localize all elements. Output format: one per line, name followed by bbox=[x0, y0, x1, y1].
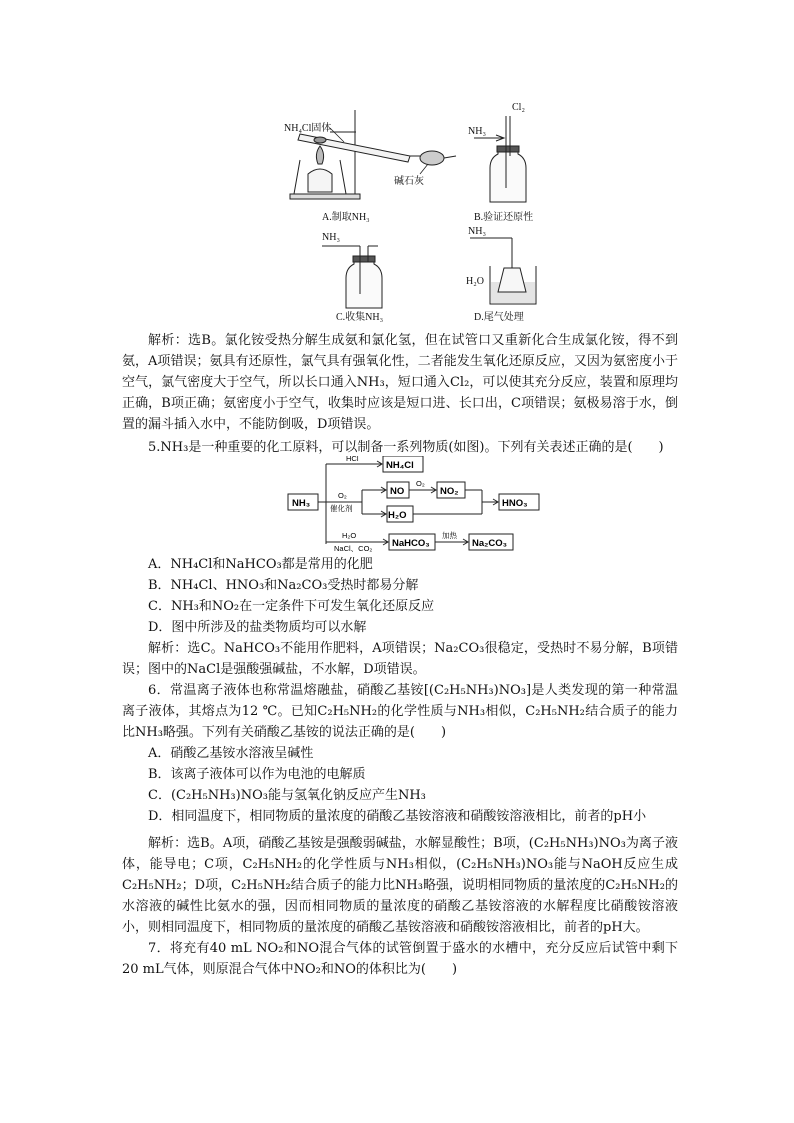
q5-option-c: C．NH₃和NO₂在一定条件下可发生氧化还原反应 bbox=[148, 599, 435, 614]
caption-b: B.验证还原性 bbox=[474, 212, 534, 223]
q6-option-c: C．(C₂H₅NH₃)NO₃能与氢氧化钠反应产生NH₃ bbox=[148, 788, 426, 803]
flow-no2: NO₂ bbox=[440, 486, 459, 497]
analysis-q4-block bbox=[122, 330, 678, 458]
caption-c: C.收集NH₃ bbox=[336, 312, 384, 323]
flow-na2co3: Na₂CO₃ bbox=[472, 538, 508, 549]
analysis-q4: 解析：选B。氯化铵受热分解生成氨和氯化氢，但在试管口又重新化合生成氯化铵，得不到氨，A项错误；氨具有还原性，氯气具有强氧化性，二者能发生氧化还原反应，又因为氨密度小于空气，氯气密度大于空气，所以长口通入NH₃，短口通入Cl₂，可以使其充分反应，装置和原理均正确，B项正确；氨密度小于空气，收集时应该是短口进、长口出，C项错误；氨极易溶于水，倒置的漏斗插入水中，不能防倒吸，D项错误。 bbox=[122, 333, 678, 432]
label-nh3-c: NH₃ bbox=[322, 232, 340, 243]
label-nh3-d: NH₃ bbox=[468, 226, 486, 237]
flow-nh4cl: NH₄Cl bbox=[386, 460, 414, 471]
flow-chart-svg bbox=[286, 456, 546, 552]
q6-option-a: A．硝酸乙基铵水溶液呈碱性 bbox=[148, 746, 314, 761]
caption-d: D.尾气处理 bbox=[474, 312, 524, 323]
question-6-stem: 6．常温离子液体也称常温熔融盐，硝酸乙基铵[(C₂H₅NH₃)NO₃]是人类发现的第一种常温离子液体，其熔点为12 ℃。已知C₂H₅NH₂的化学性质与NH₃相似，C₂H₅NH₂结合质子的能力比NH₃略强。下列有关硝酸乙基铵的说法正确的是( ) bbox=[122, 683, 678, 740]
q6-option-b: B．该离子液体可以作为电池的电解质 bbox=[148, 767, 366, 782]
question-5-stem: 5.NH₃是一种重要的化工原料，可以制备一系列物质(如图)。下列有关表述正确的是( ) bbox=[148, 440, 664, 455]
q5-option-a: A．NH₄Cl和NaHCO₃都是常用的化肥 bbox=[148, 557, 373, 572]
label-h2o: H₂O bbox=[466, 276, 484, 287]
flow-h2o-reagent: H₂O bbox=[342, 531, 357, 540]
apparatus-figure bbox=[260, 98, 560, 324]
flow-nacl-co2: NaCl、CO₂ bbox=[334, 544, 373, 552]
label-nh3-b: NH₃ bbox=[468, 126, 486, 137]
label-nh4cl-solid: NH₄Cl固体 bbox=[284, 123, 332, 134]
flow-o2-b: O₂ bbox=[416, 479, 425, 488]
flow-heat: 加热 bbox=[442, 531, 457, 540]
questions-block bbox=[122, 554, 678, 980]
q5-analysis: 解析：选C。NaHCO₃不能用作肥料，A项错误；Na₂CO₃很稳定，受热时不易分解，B项错误；图中的NaCl是强酸强碱盐，不水解，D项错误。 bbox=[122, 641, 678, 677]
label-soda-lime: 碱石灰 bbox=[394, 176, 424, 187]
q6-analysis: 解析：选B。A项，硝酸乙基铵是强酸弱碱盐，水解显酸性；B项，(C₂H₅NH₃)NO₃为离子液体，能导电；C项，C₂H₅NH₂的化学性质与NH₃相似，(C₂H₅NH₃)NO₃能与NaOH反应生成C₂H₅NH₂；D项，C₂H₅NH₂结合质子的能力比NH₃略强，说明相同物质的量浓度的C₂H₅NH₂的水溶液的碱性比氨水的强，因而相同物质的量浓度的硝酸乙基铵溶液的水解程度比硝酸铵溶液小，则相同温度下，相同物质的量浓度的硝酸乙基铵溶液和硝酸铵溶液相比，前者的pH大。 bbox=[122, 836, 678, 935]
flow-catalyst: 催化剂 bbox=[330, 504, 353, 513]
flow-hno3: HNO₃ bbox=[502, 498, 528, 509]
flow-h2o-product: H₂O bbox=[388, 510, 407, 521]
flow-nh3: NH₃ bbox=[292, 498, 311, 509]
apparatus-d bbox=[470, 238, 536, 304]
apparatus-drawing bbox=[260, 98, 560, 324]
apparatus-c bbox=[322, 246, 382, 308]
flow-chart bbox=[286, 456, 546, 556]
flow-hcl: HCl bbox=[346, 456, 359, 463]
flow-nahco3: NaHCO₃ bbox=[392, 538, 430, 549]
q5-option-d: D．图中所涉及的盐类物质均可以水解 bbox=[148, 620, 367, 635]
flow-no: NO bbox=[390, 486, 405, 497]
question-7-stem: 7．将充有40 mL NO₂和NO混合气体的试管倒置于盛水的水槽中，充分反应后试管中剩下20 mL气体，则原混合气体中NO₂和NO的体积比为( ) bbox=[122, 941, 678, 977]
label-cl2: Cl₂ bbox=[512, 102, 525, 113]
flow-o2: O₂ bbox=[338, 491, 347, 500]
caption-a: A.制取NH₃ bbox=[322, 212, 370, 223]
q5-option-b: B．NH₄Cl、HNO₃和Na₂CO₃受热时都易分解 bbox=[148, 578, 419, 593]
q6-option-d: D．相同温度下，相同物质的量浓度的硝酸乙基铵溶液和硝酸铵溶液相比，前者的pH小 bbox=[148, 809, 647, 824]
